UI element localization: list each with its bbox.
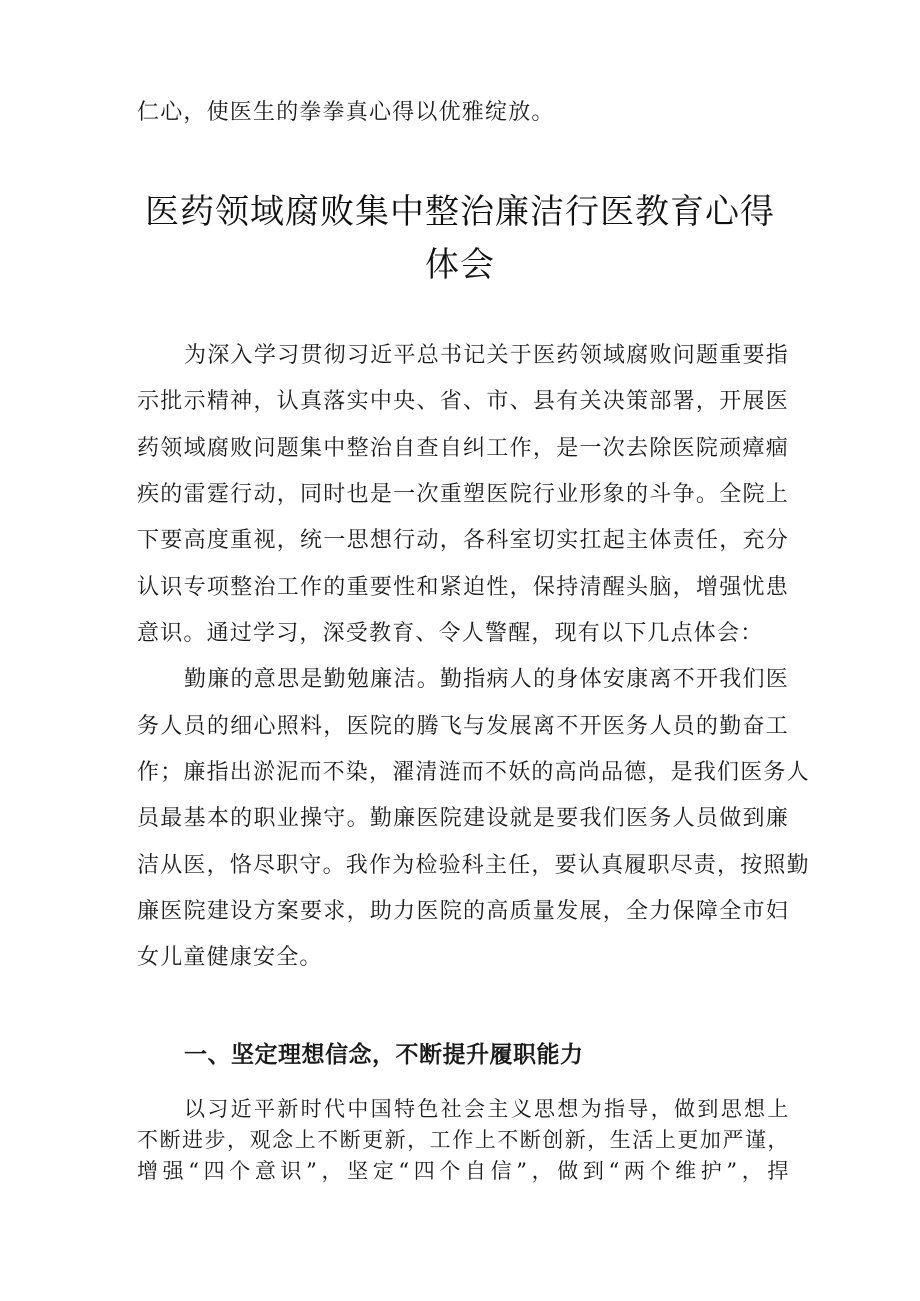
paragraph-line: 洁从医，恪尽职守。我作为检验科主任，要认真履职尽责，按照勤 <box>137 853 810 878</box>
document-title-line-1: 医药领域腐败集中整治廉洁行医教育心得 <box>145 192 775 232</box>
continuation-line: 仁心，使医生的拳拳真心得以优雅绽放。 <box>137 100 555 125</box>
paragraph-line: 增强“四个意识”，坚定“四个自信”，做到“两个维护”，捍 <box>137 1159 789 1183</box>
paragraph-line: 廉医院建设方案要求，助力医院的高质量发展，全力保障全市妇 <box>137 899 789 924</box>
paragraph-line: 意识。通过学习，深受教育、令人警醒，现有以下几点体会： <box>137 621 764 646</box>
paragraph-line: 以习近平新时代中国特色社会主义思想为指导，做到思想上 <box>184 1097 789 1121</box>
paragraph-line: 药领域腐败问题集中整治自查自纠工作，是一次去除医院顽瘴痼 <box>137 436 789 461</box>
paragraph-line: 女儿童健康安全。 <box>137 945 323 970</box>
paragraph-line: 勤廉的意思是勤勉廉洁。勤指病人的身体安康离不开我们医 <box>184 667 789 692</box>
document-title-line-2: 体会 <box>425 245 495 285</box>
paragraph-line: 下要高度重视，统一思想行动，各科室切实扛起主体责任，充分 <box>137 528 789 553</box>
paragraph-line: 务人员的细心照料，医院的腾飞与发展离不开医务人员的勤奋工 <box>137 714 789 739</box>
paragraph-line: 作；廉指出淤泥而不染，濯清涟而不妖的高尚品德，是我们医务人 <box>137 760 810 785</box>
paragraph-line: 示批示精神，认真落实中央、省、市、县有关决策部署，开展医 <box>137 389 789 414</box>
paragraph-line: 疾的雷霆行动，同时也是一次重塑医院行业形象的斗争。全院上 <box>137 482 789 507</box>
paragraph-line: 为深入学习贯彻习近平总书记关于医药领域腐败问题重要指 <box>184 343 789 368</box>
section-heading-1: 一、坚定理想信念，不断提升履职能力 <box>184 1042 584 1068</box>
paragraph-line: 员最基本的职业操守。勤廉医院建设就是要我们医务人员做到廉 <box>137 806 789 831</box>
paragraph-line: 不断进步，观念上不断更新，工作上不断创新，生活上更加严谨， <box>137 1128 789 1152</box>
paragraph-line: 认识专项整治工作的重要性和紧迫性，保持清醒头脑，增强忧患 <box>137 575 789 600</box>
